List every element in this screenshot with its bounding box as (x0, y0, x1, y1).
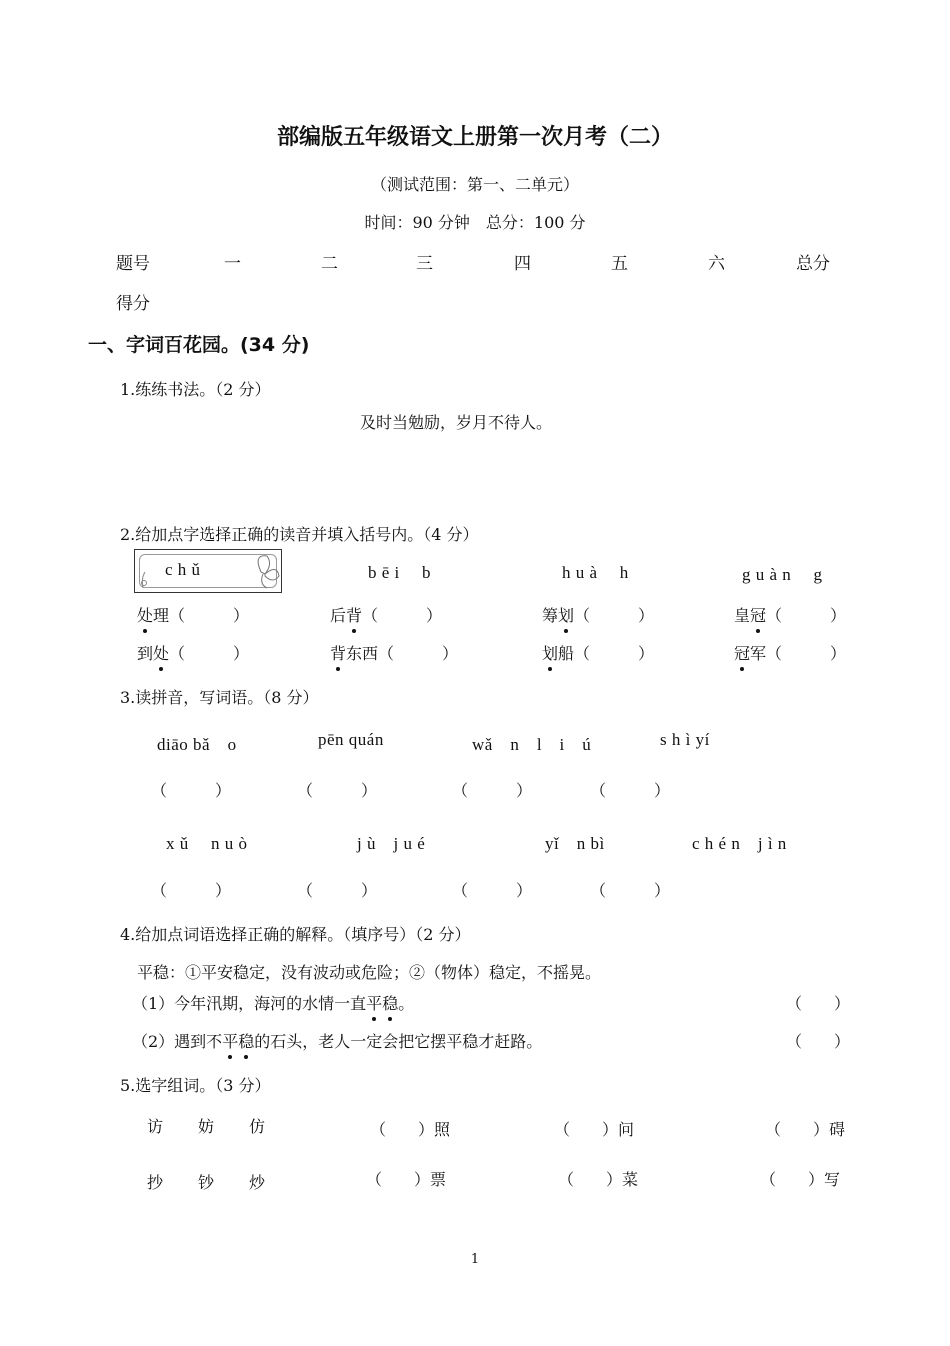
q2-word-5: 到处（ ） (137, 641, 249, 664)
q5-item-1[interactable]: （ ）照 (370, 1120, 451, 1139)
q3-blank-3[interactable]: （ ） (452, 781, 533, 800)
q2-word-1: 处理（ ） (137, 603, 249, 626)
q5-char-2: 妨 (198, 1117, 215, 1136)
q2-word-6: 背东西（ ） (330, 641, 458, 664)
q5-item-2[interactable]: （ ）问 (554, 1120, 635, 1139)
q3-pinyin-7: yǐ n bì (545, 834, 605, 853)
q2-word-2: 后背（ ） (330, 603, 442, 626)
q2-label: 2.给加点字选择正确的读音并填入括号内。（4 分） (120, 525, 479, 544)
q2-word-3: 筹划（ ） (542, 603, 654, 626)
q2-word-7: 划船（ ） (542, 641, 654, 664)
q4-sentence-1: （1）今年汛期，海河的水情一直平稳。 (132, 991, 414, 1014)
q3-blank-2[interactable]: （ ） (297, 781, 378, 800)
q3-blank-8[interactable]: （ ） (590, 881, 671, 900)
q5-char-4: 抄 (147, 1173, 164, 1192)
q4-definition: 平稳：①平安稳定，没有波动或危险；②（物体）稳定，不摇晃。 (137, 963, 602, 982)
q4-answer-2[interactable]: （ ） (786, 1032, 851, 1051)
q4-answer-1[interactable]: （ ） (786, 994, 851, 1013)
q5-char-3: 仿 (249, 1117, 266, 1136)
score-table-col-3: 三 (416, 254, 433, 274)
score-table-col-6: 六 (708, 254, 725, 274)
q2-pinyin-4: g u à n g (742, 565, 823, 584)
q3-blank-4[interactable]: （ ） (590, 781, 671, 800)
q3-pinyin-1: diāo bǎ o (157, 735, 237, 754)
q3-label: 3.读拼音，写词语。（8 分） (120, 688, 319, 707)
section-1-heading: 一、字词百花园。(34 分) (88, 334, 310, 356)
page-number: 1 (470, 1252, 480, 1267)
pinyin-box (134, 549, 282, 593)
q5-char-5: 钞 (198, 1173, 215, 1192)
score-table-col-4: 四 (514, 254, 531, 274)
q3-pinyin-3: wǎ n l i ú (472, 735, 592, 754)
q3-pinyin-2: pēn quán (318, 730, 384, 749)
score-table-header-label: 题号 (116, 254, 150, 274)
score-table-row-label: 得分 (116, 294, 150, 314)
q5-char-1: 访 (147, 1117, 164, 1136)
q2-word-4: 皇冠（ ） (734, 603, 846, 626)
q3-blank-6[interactable]: （ ） (297, 881, 378, 900)
q3-blank-7[interactable]: （ ） (452, 881, 533, 900)
score-table-col-2: 二 (321, 254, 338, 274)
q3-pinyin-4: s h ì yí (660, 730, 710, 749)
q4-sentence-2: （2）遇到不平稳的石头，老人一定会把它摆平稳才赶路。 (132, 1029, 542, 1052)
q1-calligraphy-text: 及时当勉励，岁月不待人。 (360, 413, 553, 432)
q3-pinyin-8: c h é n j ì n (692, 834, 787, 853)
q3-blank-5[interactable]: （ ） (151, 881, 232, 900)
q5-label: 5.选字组词。（3 分） (120, 1076, 271, 1095)
q1-label: 1.练练书法。（2 分） (120, 380, 271, 399)
q3-pinyin-5: x ǔ n u ò (166, 834, 248, 853)
q5-char-6: 炒 (249, 1173, 266, 1192)
q5-item-3[interactable]: （ ）碍 (765, 1120, 846, 1139)
page-title: 部编版五年级语文上册第一次月考（二） (276, 125, 673, 150)
score-table-col-total: 总分 (796, 254, 830, 274)
score-table-col-1: 一 (224, 254, 241, 274)
q5-item-6[interactable]: （ ）写 (760, 1170, 841, 1189)
q2-pinyin-1: c h ǔ (165, 560, 201, 579)
butterfly-icon (135, 550, 281, 592)
q2-pinyin-2: b ē i b (368, 563, 432, 582)
q5-item-4[interactable]: （ ）票 (366, 1170, 447, 1189)
time-and-score: 时间：90 分钟 总分：100 分 (364, 213, 586, 232)
q2-pinyin-3: h u à h (562, 563, 629, 582)
q3-pinyin-6: j ù j u é (357, 834, 426, 853)
q5-item-5[interactable]: （ ）菜 (558, 1170, 639, 1189)
q2-word-8: 冠军（ ） (734, 641, 846, 664)
score-table-col-5: 五 (611, 254, 628, 274)
q4-label: 4.给加点词语选择正确的解释。（填序号）（2 分） (120, 925, 471, 944)
q3-blank-1[interactable]: （ ） (151, 781, 232, 800)
test-range: （测试范围：第一、二单元） (370, 175, 579, 194)
